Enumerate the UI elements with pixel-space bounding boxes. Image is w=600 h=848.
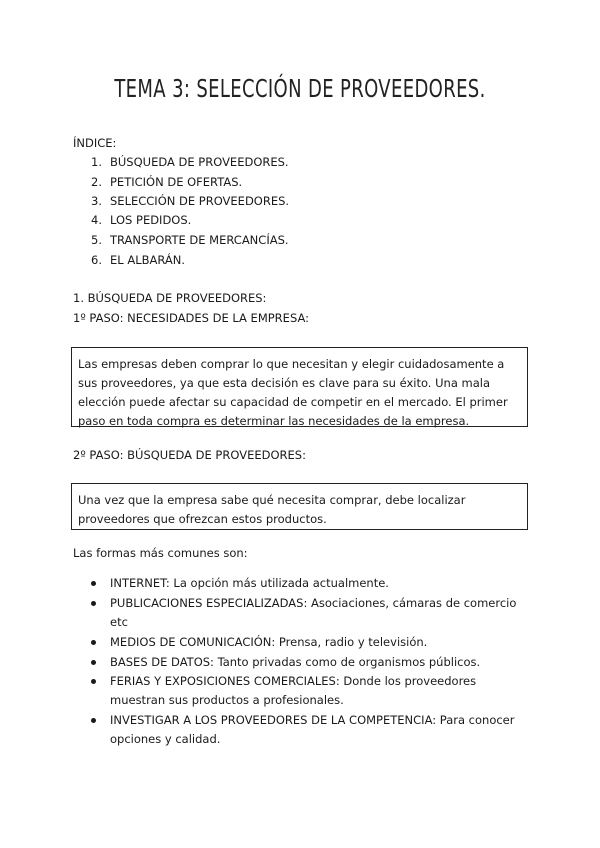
- index-number: 5.: [91, 233, 102, 247]
- index-item: TRANSPORTE DE MERCANCÍAS.: [110, 233, 289, 247]
- bullet-icon: [91, 679, 96, 684]
- forms-intro: Las formas más comunes son:: [73, 546, 248, 560]
- list-item-term: BASES DE DATOS:: [110, 655, 214, 669]
- bullet-icon: [91, 601, 96, 606]
- index-number: 1.: [91, 155, 102, 169]
- step2-box: Una vez que la empresa sabe qué necesita comprar, debe localizar proveedores que ofrezcan estos productos.: [71, 483, 528, 530]
- step2-heading: 2º PASO: BÚSQUEDA DE PROVEEDORES:: [73, 448, 306, 462]
- index-item: EL ALBARÁN.: [110, 253, 186, 267]
- list-item-term: MEDIOS DE COMUNICACIÓN:: [110, 635, 276, 649]
- index-number: 6.: [91, 253, 102, 267]
- index-item: LOS PEDIDOS.: [110, 213, 192, 227]
- list-item-desc: Para conocer opciones y calidad.: [110, 713, 515, 746]
- list-item-desc: La opción más utilizada actualmente.: [169, 576, 389, 590]
- index-number: 3.: [91, 194, 102, 208]
- list-item-term: INTERNET:: [110, 576, 170, 590]
- list-item: [110, 653, 530, 672]
- list-item: [110, 594, 530, 632]
- list-item-term: FERIAS Y EXPOSICIONES COMERCIALES:: [110, 674, 340, 688]
- index-item: BÚSQUEDA DE PROVEEDORES.: [110, 155, 289, 169]
- index-number: 4.: [91, 213, 102, 227]
- list-item: [110, 672, 530, 710]
- list-item: [110, 574, 530, 593]
- bullet-icon: [91, 660, 96, 665]
- list-item-desc: Asociaciones, cámaras de comercio etc: [110, 596, 517, 629]
- list-item-term: PUBLICACIONES ESPECIALIZADAS:: [110, 596, 308, 610]
- index-number: 2.: [91, 175, 102, 189]
- list-item-desc: Donde los proveedores muestran sus productos a profesionales.: [110, 674, 477, 707]
- bullet-icon: [91, 640, 96, 645]
- step1-box: Las empresas deben comprar lo que necesitan y elegir cuidadosamente a sus proveedores, ya que esta decisión es clave para su éxito. Una mala elección puede afectar su capacidad de competir en el mercado. El primer paso en toda compra es determinar las necesidades de la empresa.: [71, 347, 528, 427]
- bullet-icon: [91, 718, 96, 723]
- index-item: SELECCIÓN DE PROVEEDORES.: [110, 194, 290, 208]
- index-item: PETICIÓN DE OFERTAS.: [110, 175, 243, 189]
- list-item-desc: Tanto privadas como de organismos públicos.: [213, 655, 481, 669]
- step1-heading: 1º PASO: NECESIDADES DE LA EMPRESA:: [73, 311, 309, 325]
- list-item: [110, 711, 530, 749]
- section-heading: 1. BÚSQUEDA DE PROVEEDORES:: [73, 291, 267, 305]
- index-heading: ÍNDICE:: [73, 136, 117, 150]
- list-item-term: INVESTIGAR A LOS PROVEEDORES DE LA COMPETENCIA:: [110, 713, 437, 727]
- list-item-desc: Prensa, radio y televisión.: [275, 635, 428, 649]
- list-item: [110, 633, 530, 652]
- page-title: TEMA 3: SELECCIÓN DE PROVEEDORES.: [114, 74, 486, 103]
- bullet-icon: [91, 581, 96, 586]
